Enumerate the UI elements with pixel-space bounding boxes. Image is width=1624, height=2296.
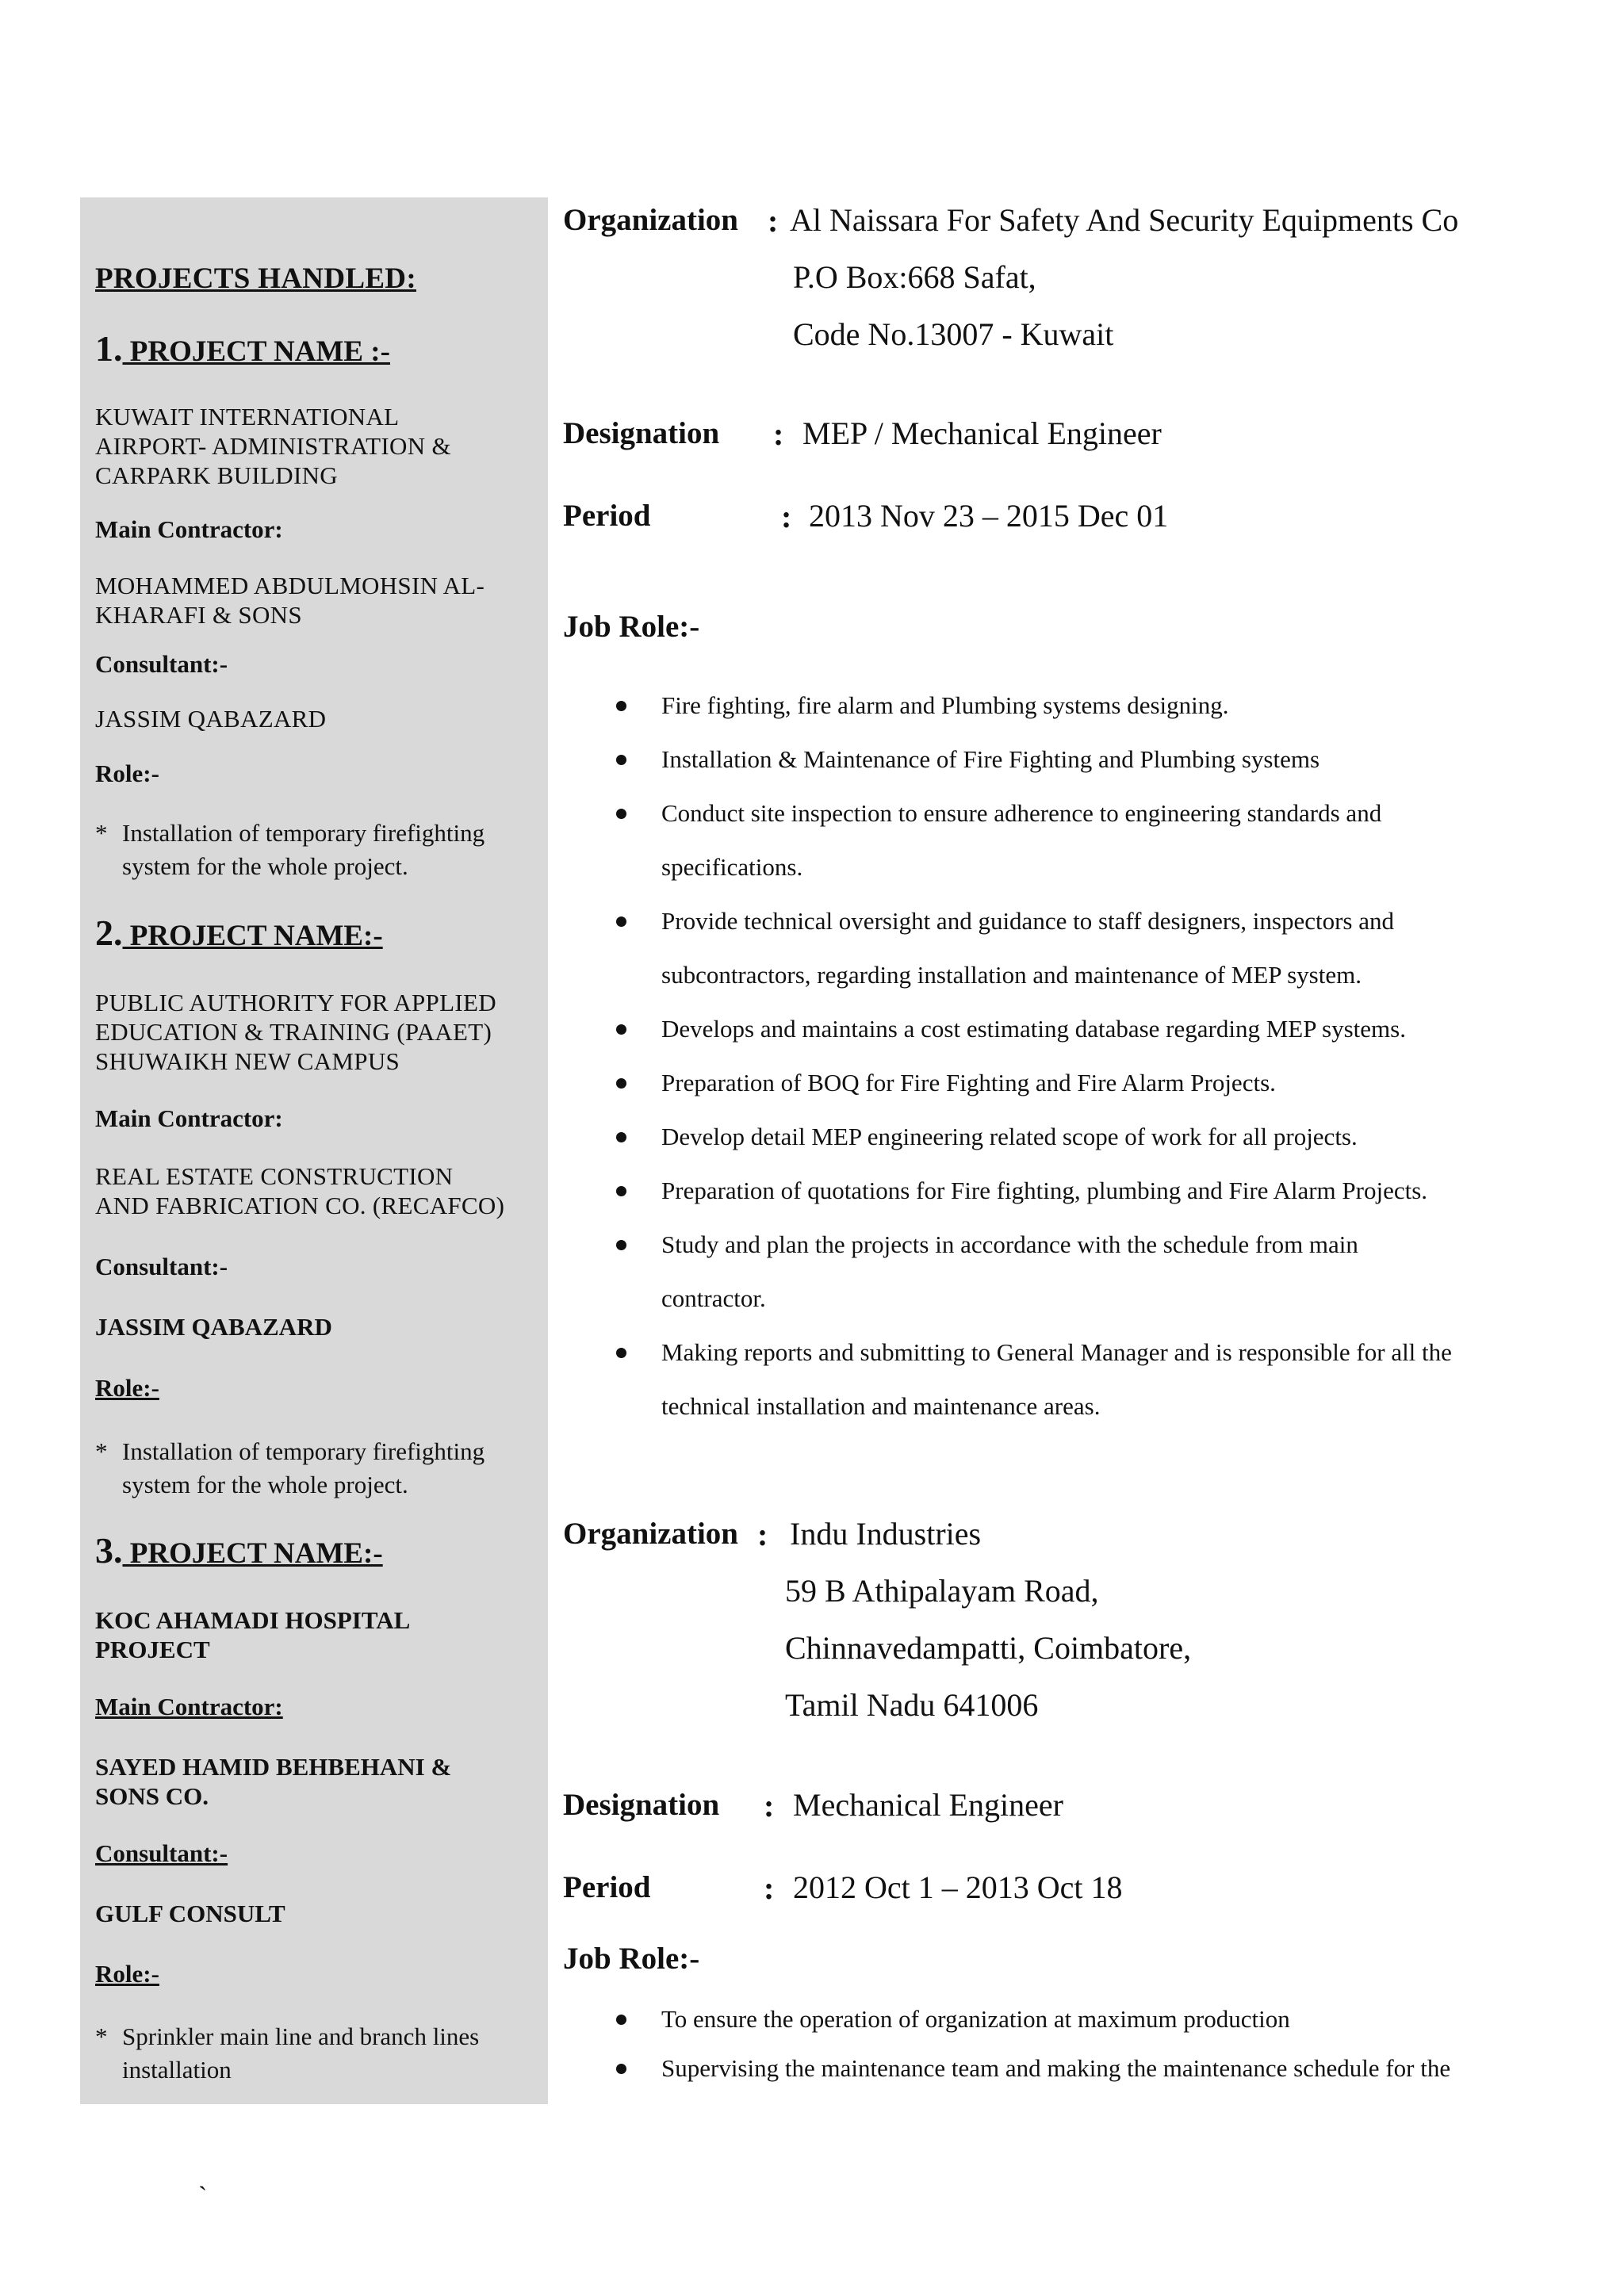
role-label: Role:- (95, 760, 159, 787)
main-contractor-label: Main Contractor: (95, 1693, 283, 1720)
consultant-label: Consultant:- (95, 1839, 228, 1867)
contractor-line: MOHAMMED ABDULMOHSIN AL- (95, 572, 485, 599)
period-value: 2012 Oct 1 – 2013 Oct 18 (793, 1869, 1123, 1905)
main-contractor-label: Main Contractor: (95, 515, 283, 543)
project-name-line: EDUCATION & TRAINING (PAAET) (95, 1018, 492, 1046)
bullet-icon (616, 1348, 626, 1358)
colon: : (773, 416, 784, 452)
bullet-icon (616, 701, 626, 711)
contractor-line: SONS CO. (95, 1782, 209, 1810)
list-item: Develop detail MEP engineering related scope of work for all projects. (611, 1110, 1562, 1164)
project-number: 3. (95, 1530, 123, 1571)
role-text (122, 1435, 523, 1502)
organization-address-line: Chinnavedampatti, Coimbatore, (785, 1630, 1192, 1666)
bullet-icon (616, 1024, 626, 1035)
role-text (122, 817, 523, 883)
role-line: Installation of temporary firefighting (122, 1437, 485, 1465)
list-item: Preparation of quotations for Fire fighting, plumbing and Fire Alarm Projects. (611, 1164, 1562, 1218)
role-star: * (95, 1437, 108, 1465)
list-item: Installation & Maintenance of Fire Fighting and Plumbing systems (611, 733, 1562, 786)
designation-value: Mechanical Engineer (793, 1787, 1063, 1823)
project-title-label: PROJECT NAME:- (122, 920, 383, 952)
colon: : (757, 1517, 768, 1552)
list-item: Preparation of BOQ for Fire Fighting and Fire Alarm Projects. (611, 1056, 1562, 1110)
project-2-name (95, 988, 523, 1076)
project-name-line: KUWAIT INTERNATIONAL (95, 403, 400, 430)
list-item: Study and plan the projects in accordance with the schedule from main (611, 1218, 1562, 1272)
footer-mark: ` (198, 2182, 208, 2211)
bullet-icon (616, 916, 626, 927)
list-item: To ensure the operation of organization at maximum production (611, 1995, 1562, 2044)
colon: : (764, 1788, 775, 1823)
role-text (122, 2020, 523, 2087)
colon: : (768, 203, 779, 239)
project-1-main-contractor (95, 571, 523, 629)
role-line: system for the whole project. (122, 852, 408, 880)
project-name-line: CARPARK BUILDING (95, 461, 338, 489)
colon: : (781, 499, 792, 534)
project-1-role (95, 817, 523, 883)
role-line: installation (122, 2056, 232, 2084)
project-name-line: PUBLIC AUTHORITY FOR APPLIED (95, 989, 496, 1016)
list-item: Supervising the maintenance team and making the maintenance schedule for the (611, 2044, 1562, 2093)
project-3-name (95, 1605, 523, 1664)
project-3-role (95, 2020, 523, 2087)
organization-address-line: 59 B Athipalayam Road, (785, 1573, 1099, 1609)
role-star: * (95, 2022, 108, 2050)
job-role-label: Job Role:- (563, 610, 700, 644)
project-number: 2. (95, 913, 123, 953)
organization-address-line: Code No.13007 - Kuwait (793, 316, 1114, 352)
contractor-line: REAL ESTATE CONSTRUCTION (95, 1162, 454, 1190)
project-2-title (95, 912, 383, 954)
list-item: Develops and maintains a cost estimating database regarding MEP systems. (611, 1002, 1562, 1056)
bullet-icon (616, 755, 626, 765)
project-title-label: PROJECT NAME:- (122, 1537, 383, 1570)
organization-name: Indu Industries (790, 1516, 982, 1552)
bullet-icon (616, 809, 626, 819)
project-2-consultant: JASSIM QABAZARD (95, 1313, 332, 1341)
list-item: Conduct site inspection to ensure adherence to engineering standards and (611, 786, 1562, 840)
designation-value: MEP / Mechanical Engineer (802, 415, 1162, 451)
project-name-line: PROJECT (95, 1636, 210, 1663)
consultant-label: Consultant:- (95, 1253, 228, 1280)
contractor-line: SAYED HAMID BEHBEHANI & (95, 1753, 452, 1781)
list-item: Provide technical oversight and guidance to staff designers, inspectors and (611, 894, 1562, 948)
list-item: Fire fighting, fire alarm and Plumbing systems designing. (611, 679, 1562, 733)
designation-label: Designation (563, 416, 720, 450)
project-name-line: SHUWAIKH NEW CAMPUS (95, 1047, 400, 1075)
project-3-main-contractor (95, 1752, 523, 1811)
bullet-icon (616, 1132, 626, 1142)
period-label: Period (563, 499, 651, 533)
contractor-line: KHARAFI & SONS (95, 601, 302, 629)
project-number: 1. (95, 328, 123, 369)
role-label: Role:- (95, 1960, 159, 1988)
bullet-icon (616, 1186, 626, 1196)
role-line: system for the whole project. (122, 1471, 408, 1498)
project-3-consultant: GULF CONSULT (95, 1900, 285, 1927)
job-role-list (611, 679, 1562, 1433)
period-value: 2013 Nov 23 – 2015 Dec 01 (809, 498, 1169, 534)
project-1-name (95, 402, 523, 490)
project-2-main-contractor (95, 1161, 523, 1220)
bullet-icon (616, 1078, 626, 1089)
list-item-continuation: subcontractors, regarding installation and maintenance of MEP system. (661, 961, 1362, 989)
period-label: Period (563, 1870, 651, 1904)
project-1-consultant: JASSIM QABAZARD (95, 705, 327, 733)
list-item-continuation: specifications. (661, 853, 803, 881)
main-contractor-label: Main Contractor: (95, 1104, 283, 1132)
job-role-list (611, 1995, 1562, 2093)
organization-address-line: P.O Box:668 Safat, (793, 259, 1036, 295)
organization-label: Organization (563, 203, 738, 237)
list-item: Making reports and submitting to General Manager and is responsible for all the (611, 1326, 1562, 1380)
bullet-icon (616, 1240, 626, 1250)
project-3-title (95, 1529, 383, 1571)
organization-label: Organization (563, 1517, 738, 1551)
designation-label: Designation (563, 1788, 720, 1822)
contractor-line: AND FABRICATION CO. (RECAFCO) (95, 1192, 505, 1219)
project-2-role (95, 1435, 523, 1502)
organization-address-line: Tamil Nadu 641006 (785, 1687, 1039, 1723)
list-item-continuation: technical installation and maintenance areas. (661, 1392, 1101, 1420)
job-role-label: Job Role:- (563, 1942, 700, 1976)
bullet-icon (616, 2064, 626, 2074)
role-star: * (95, 819, 108, 847)
role-label: Role:- (95, 1374, 159, 1402)
projects-handled-heading: PROJECTS HANDLED: (95, 262, 416, 295)
project-name-line: AIRPORT- ADMINISTRATION & (95, 432, 451, 460)
role-line: Installation of temporary firefighting (122, 819, 485, 847)
role-line: Sprinkler main line and branch lines (122, 2022, 480, 2050)
organization-name: Al Naissara For Safety And Security Equipments Co (790, 202, 1459, 238)
bullet-icon (616, 2015, 626, 2025)
list-item-continuation: contractor. (661, 1284, 766, 1312)
project-name-line: KOC AHAMADI HOSPITAL (95, 1606, 411, 1634)
consultant-label: Consultant:- (95, 650, 228, 678)
colon: : (764, 1870, 775, 1906)
project-title-label: PROJECT NAME :- (122, 335, 390, 368)
project-1-title (95, 327, 390, 369)
